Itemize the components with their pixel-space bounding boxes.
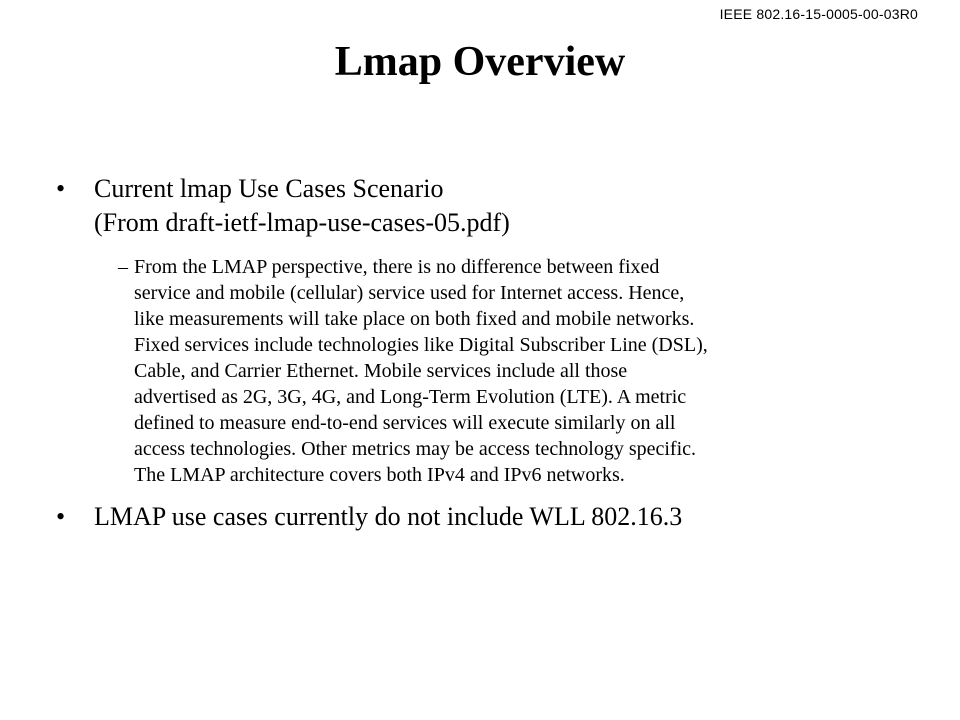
slide-content	[56, 172, 916, 534]
bullet-marker: •	[56, 174, 66, 203]
bullet-text-line: Current lmap Use Cases Scenario	[94, 174, 444, 203]
sub-bullet-text-line: Fixed services include technologies like Digital Subscriber Line (DSL),	[134, 334, 708, 356]
bullet-text-line: (From draft-ietf-lmap-use-cases-05.pdf)	[94, 208, 510, 237]
document-id: IEEE 802.16-15-0005-00-03R0	[719, 6, 918, 22]
sub-bullet-text-line: access technologies. Other metrics may be access technology specific.	[134, 438, 697, 460]
sub-bullet-text-line: like measurements will take place on both fixed and mobile networks.	[134, 308, 695, 330]
slide-title: Lmap Overview	[334, 39, 626, 85]
sub-bullet-text-line: defined to measure end-to-end services will execute similarly on all	[134, 412, 676, 434]
sub-bullet-text-line: The LMAP architecture covers both IPv4 and IPv6 networks.	[134, 464, 625, 486]
sub-bullet-text-line: service and mobile (cellular) service used for Internet access. Hence,	[134, 282, 685, 304]
bullet-item-wll	[56, 500, 916, 534]
sub-bullet-item-perspective	[56, 254, 910, 488]
sub-bullet-text-line: advertised as 2G, 3G, 4G, and Long-Term Evolution (LTE). A metric	[134, 386, 687, 408]
bullet-text-line: LMAP use cases currently do not include WLL 802.16.3	[94, 502, 683, 531]
bullet-marker: •	[56, 502, 66, 531]
sub-bullet-marker: –	[118, 256, 128, 278]
sub-bullet-text-line: Cable, and Carrier Ethernet. Mobile services include all those	[134, 360, 628, 382]
bullet-item-use-cases	[56, 172, 916, 240]
sub-bullet-text-line: From the LMAP perspective, there is no difference between fixed	[134, 256, 660, 278]
